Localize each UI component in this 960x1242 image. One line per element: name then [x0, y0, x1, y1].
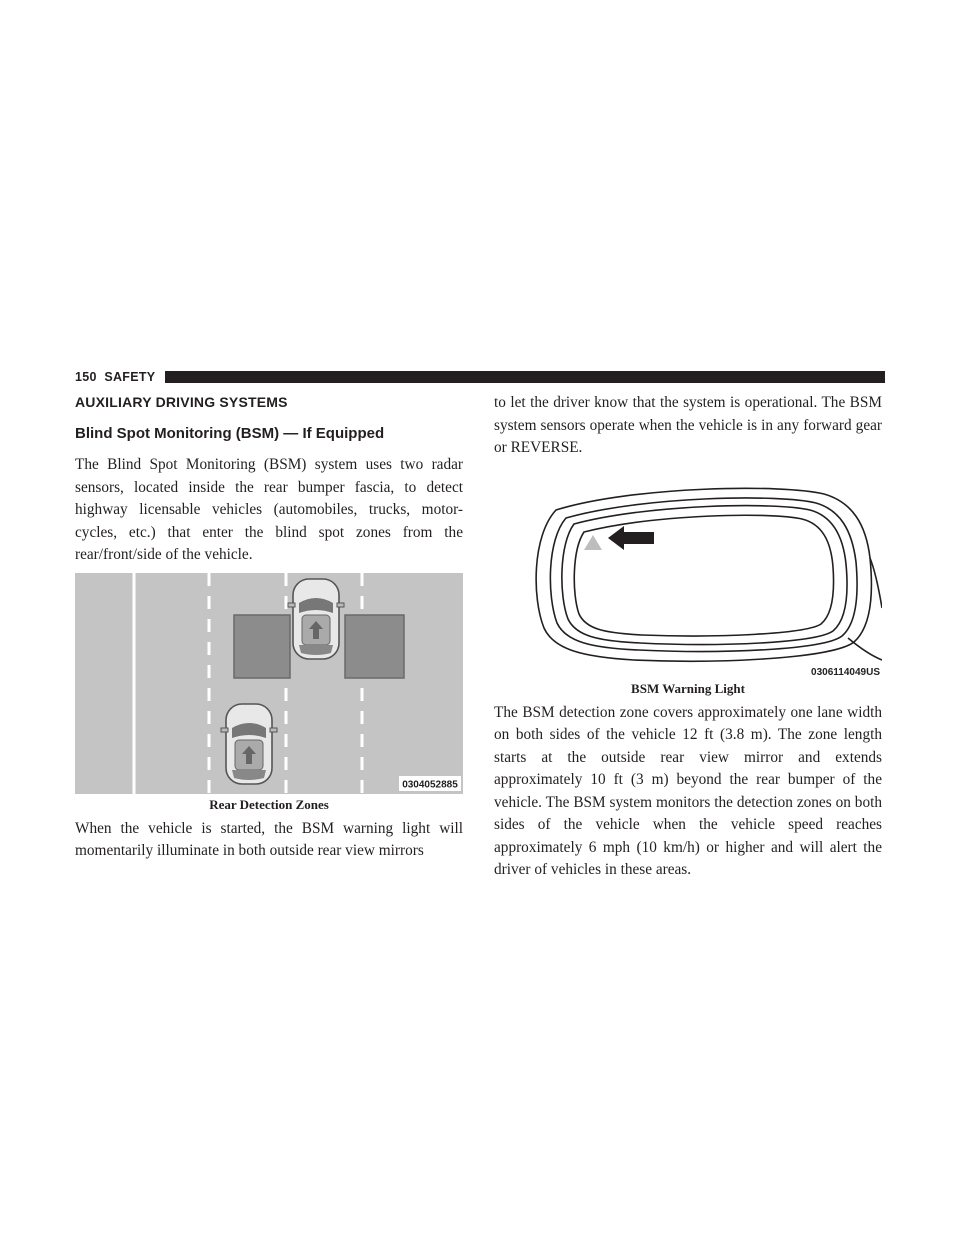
left-detection-zone — [234, 615, 290, 678]
section-name: SAFETY — [104, 370, 156, 384]
page-number: 150 — [75, 370, 97, 384]
operational-paragraph: to let the driver know that the system is operational. The BSM system sensors operate when the vehicle is in any forward gear or REVERSE. — [494, 394, 882, 456]
bsm-warning-light-figure — [494, 478, 882, 678]
right-detection-zone — [345, 615, 404, 678]
page-header — [75, 370, 885, 384]
pointer-arrow-icon — [608, 526, 654, 550]
figure2-code: 0306114049US — [811, 666, 880, 678]
intro-paragraph: The Blind Spot Monitoring (BSM) system uses two radar sensors, located inside the rear bumper fascia, to detect highway licensable vehicles (automobiles, trucks, motor-cycles, etc.) that enter the blind spot zones from the rear/front/side of the vehicle. — [75, 456, 463, 563]
lead-vehicle — [288, 579, 344, 659]
mirror-illustration — [494, 478, 882, 678]
right-column — [494, 392, 882, 882]
detection-zone-paragraph: The BSM detection zone covers approximately one lane width on both sides of the vehicle 12 ft (3.8 m). The zone length starts at the outside rear view mirror and extends approximately 10 ft (3 m) beyond the rear bumper of the vehicle. The BSM system monitors the detection zones on both sides of the vehicle when the vehicle speed reaches approximately 6 mph (10 km/h) or higher and will alert the driver of vehicles in these areas. — [494, 703, 882, 878]
page-header-label — [75, 370, 165, 384]
left-column — [75, 392, 463, 863]
header-rule — [165, 371, 885, 383]
figure1-caption: Rear Detection Zones — [209, 796, 329, 812]
figure1-code: 0304052885 — [402, 779, 458, 790]
rear-detection-zones-figure — [75, 573, 463, 794]
mirror-housing — [536, 488, 882, 661]
mirror-warning-icon — [584, 535, 602, 550]
figure2-caption: BSM Warning Light — [631, 680, 745, 696]
startup-paragraph: When the vehicle is started, the BSM warning light will momentarily illuminate in both outside rear view mirrors — [75, 819, 463, 859]
section-title: AUXILIARY DRIVING SYSTEMS — [75, 394, 288, 410]
subsection-title: Blind Spot Monitoring (BSM) — If Equipped — [75, 425, 385, 442]
rear-vehicle — [221, 704, 277, 784]
